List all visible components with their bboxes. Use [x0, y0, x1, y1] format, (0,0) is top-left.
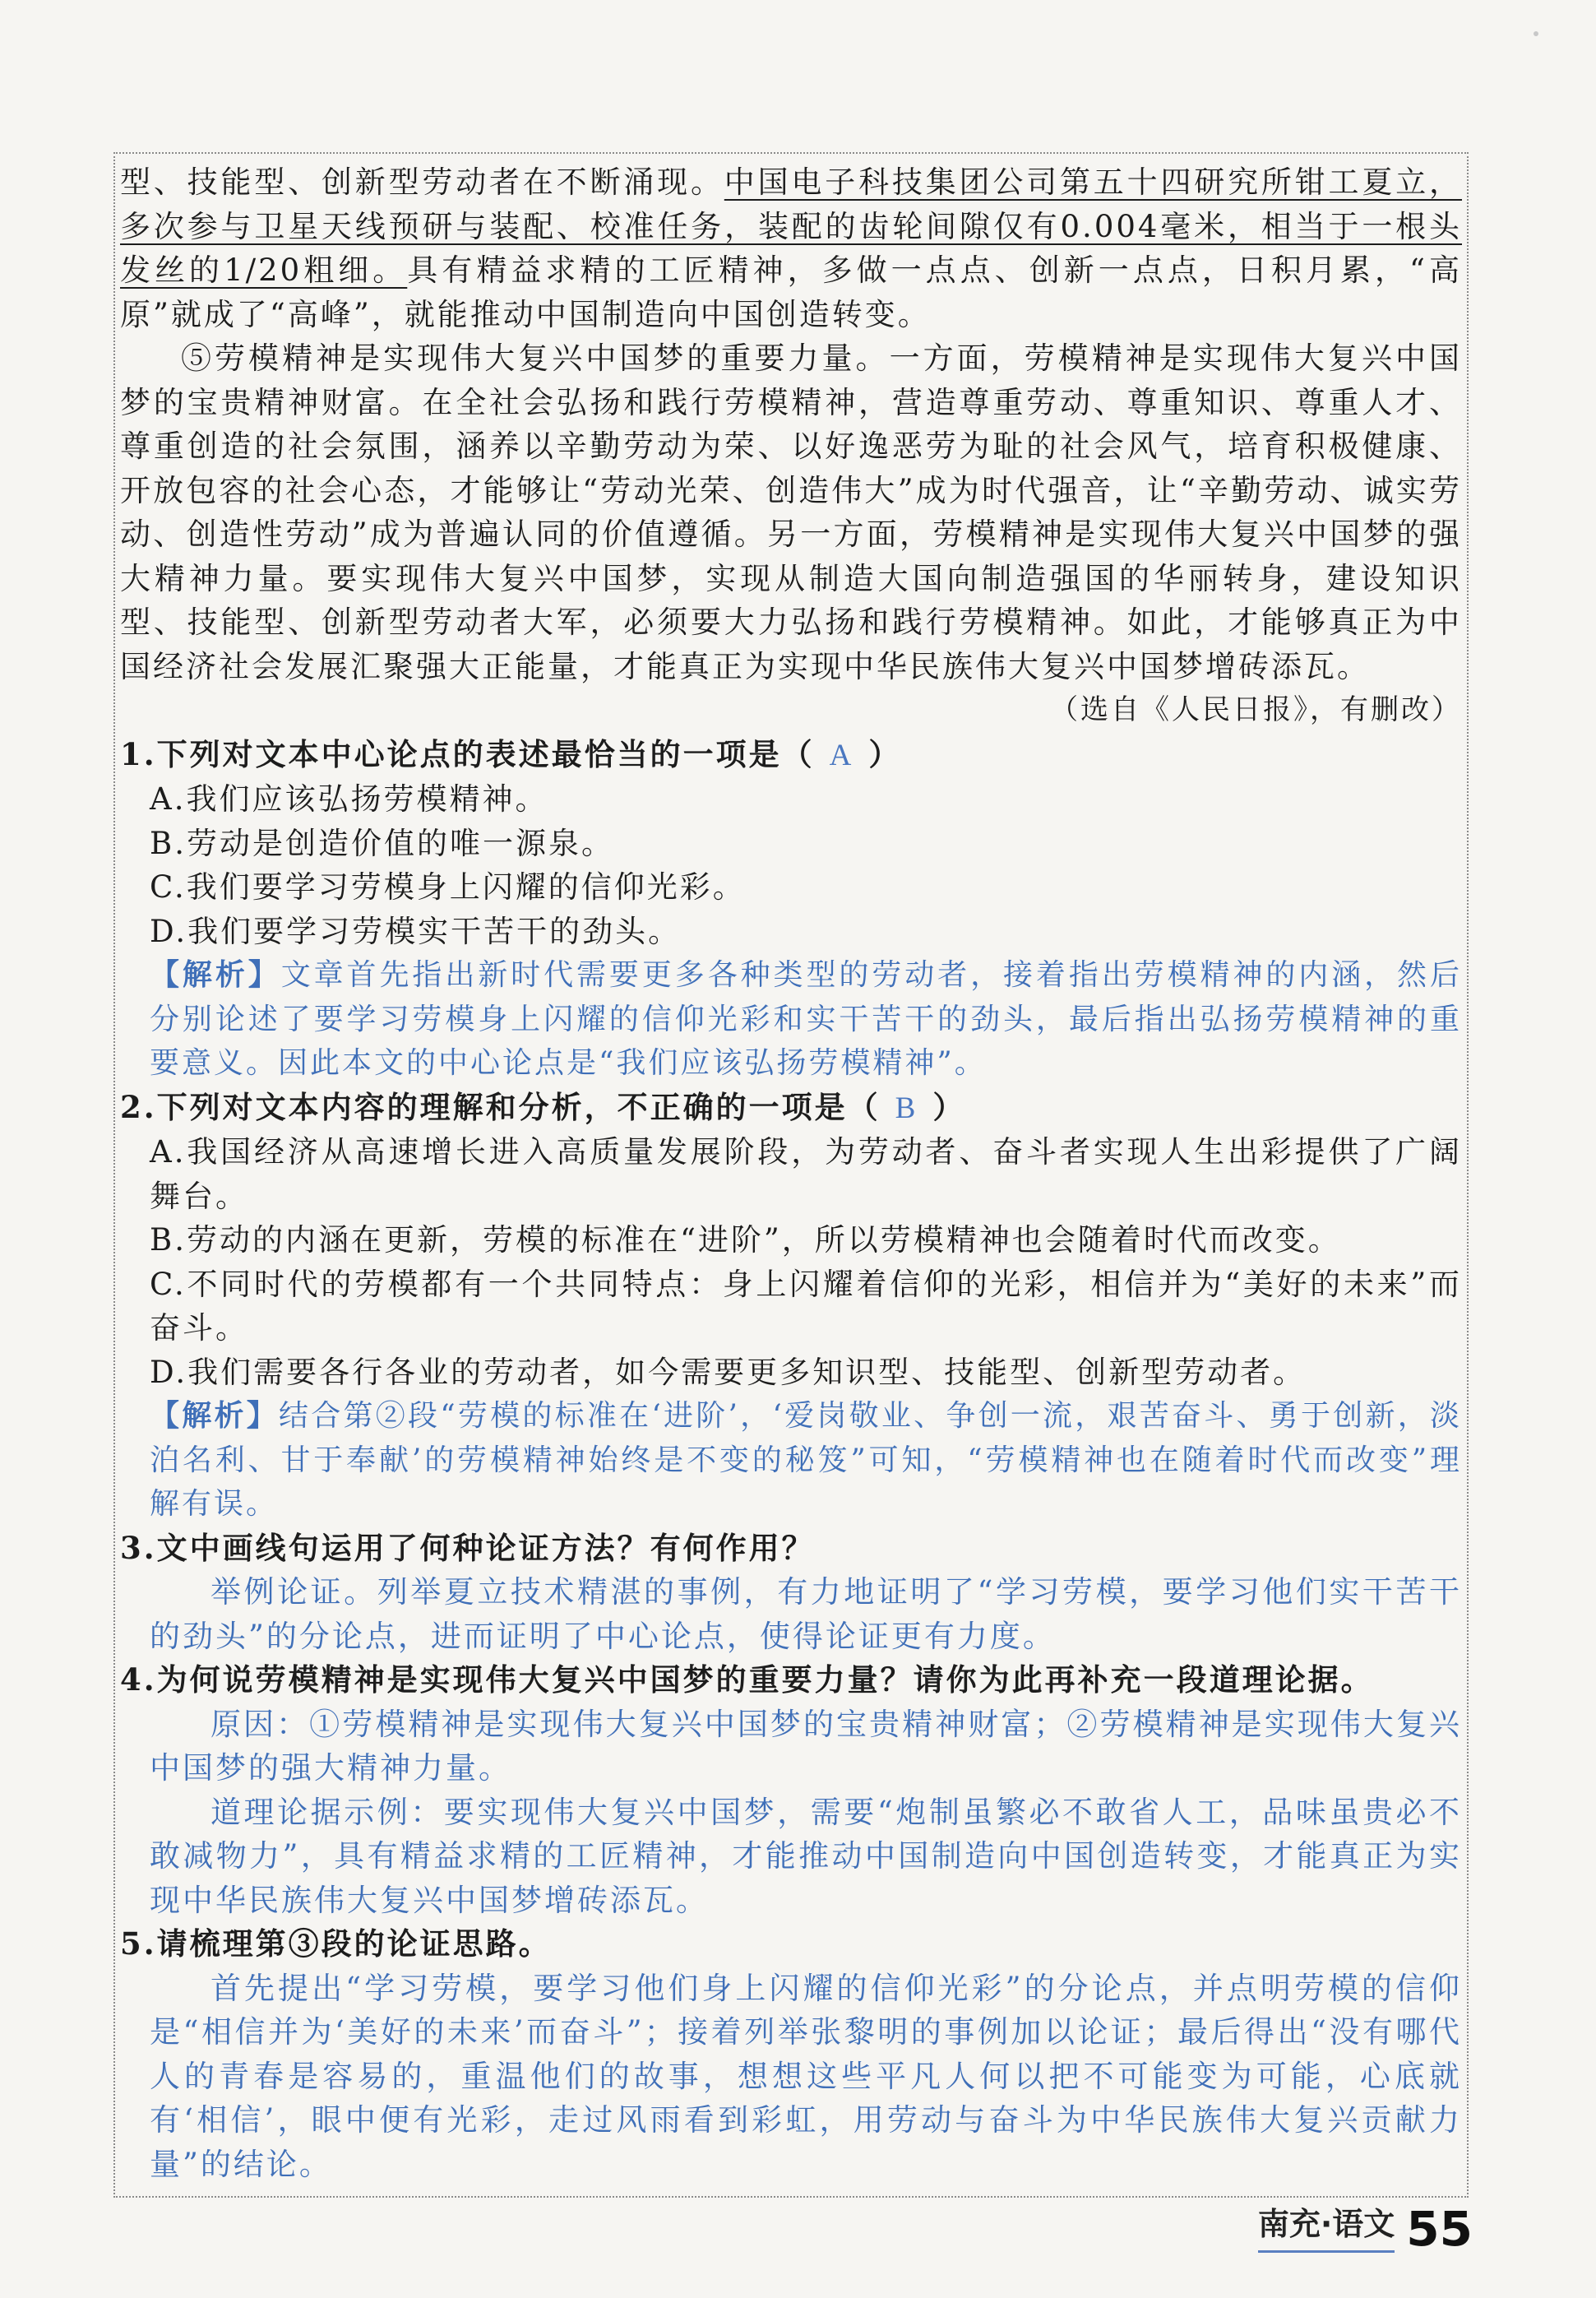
analysis: 【解析】结合第②段“劳模的标准在‘进阶’，‘爱岗敬业、争创一流，艰苦奋斗、勇于创新，淡泊名利、甘于奉献’的劳模精神始终是不变的秘笈”可知，“劳模精神也在随着时代而改变”理解有误。	[150, 1398, 1462, 1521]
passage-paragraph-4-end: 型、技能型、创新型劳动者在不断涌现。中国电子科技集团公司第五十四研究所钳工夏立，多次参与卫星天线预研与装配、校准任务，装配的齿轮间隙仅有0.004毫米，相当于一根头发丝的1/20粗细。具有精益求精的工匠精神，多做一点点、创新一点点，日积月累，“高原”就成了“高峰”，就能推动中国制造向中国创造转变。	[120, 164, 1463, 332]
footer-label: 南充·语文	[1258, 2198, 1395, 2253]
question-4: 4.为何说劳模精神是实现伟大复兴中国梦的重要力量？请你为此再补充一段道理论据。	[120, 1661, 1374, 1698]
analysis-tag: 【解析】	[150, 1398, 279, 1433]
option: A.我们应该弘扬劳模精神。	[150, 781, 548, 817]
answer-text: 首先提出“学习劳模，要学习他们身上闪耀的信仰光彩”的分论点，并点明劳模的信仰是“相信并为‘美好的未来’而奋斗”；接着列举张黎明的事例加以论证；最后得出“没有哪代人的青春是容易的，重温他们的故事，想想这些平凡人何以把不可能变为可能，心底就有‘相信’，眼中便有光彩，走过风雨看到彩虹，用劳动与奋斗为中华民族伟大复兴贡献力量”的结论。	[150, 1970, 1462, 2182]
analysis: 【解析】文章首先指出新时代需要更多各种类型的劳动者，接着指出劳模精神的内涵，然后分别论述了要学习劳模身上闪耀的信仰光彩和实干苦干的劲头，最后指出弘扬劳模精神的重要意义。因此本文的中心论点是“我们应该弘扬劳模精神”。	[150, 957, 1462, 1080]
question-1: 1.下列对文本中心论点的表述最恰当的一项是（ A ）	[120, 735, 902, 772]
corner-dot	[1534, 31, 1538, 36]
option: D.我们需要各行各业的劳动者，如今需要更多知识型、技能型、创新型劳动者。	[150, 1354, 1307, 1390]
page-number: 55	[1406, 2201, 1473, 2257]
option: D.我们要学习劳模实干苦干的劲头。	[150, 913, 682, 949]
answer-text: 原因：①劳模精神是实现伟大复兴中国梦的宝贵精神财富；②劳模精神是实现伟大复兴中国梦的强大精神力量。	[150, 1706, 1462, 1786]
option: C.我们要学习劳模身上闪耀的信仰光彩。	[150, 869, 746, 905]
underlined-sentence: 中国电子科技集团公司第五十四研究所钳工夏立，多次参与卫星天线预研与装配、校准任务，装配的齿轮间隙仅有0.004毫米，相当于一根头发丝的1/20粗细。	[120, 164, 1463, 288]
option: A.我国经济从高速增长进入高质量发展阶段，为劳动者、奋斗者实现人生出彩提供了广阔舞台。	[150, 1134, 1462, 1214]
answer-text: 举例论证。列举夏立技术精湛的事例，有力地证明了“学习劳模，要学习他们实干苦干的劲头”的分论点，进而证明了中心论点，使得论证更有力度。	[150, 1574, 1462, 1654]
option: B.劳动是创造价值的唯一源泉。	[150, 825, 614, 861]
passage-paragraph-5: ⑤劳模精神是实现伟大复兴中国梦的重要力量。一方面，劳模精神是实现伟大复兴中国梦的宝贵精神财富。在全社会弘扬和践行劳模精神，营造尊重劳动、尊重知识、尊重人才、尊重创造的社会氛围，涵养以辛勤劳动为荣、以好逸恶劳为耻的社会风气，培育积极健康、开放包容的社会心态，才能够让“劳动光荣、创造伟大”成为时代强音，让“辛勤劳动、诚实劳动、创造性劳动”成为普遍认同的价值遵循。另一方面，劳模精神是实现伟大复兴中国梦的强大精神力量。要实现伟大复兴中国梦，实现从制造大国向制造强国的华丽转身，建设知识型、技能型、创新型劳动者大军，必须要大力弘扬和践行劳模精神。如此，才能够真正为中国经济社会发展汇聚强大正能量，才能真正为实现中华民族伟大复兴中国梦增砖添瓦。	[120, 341, 1462, 684]
answer-choice: A	[829, 738, 854, 772]
answer-choice: B	[895, 1091, 918, 1125]
content-column	[120, 160, 1462, 2186]
question-2: 2.下列对文本内容的理解和分析，不正确的一项是（ B ）	[120, 1088, 966, 1125]
passage-source: （选自《人民日报》，有删改）	[1050, 693, 1462, 726]
option: B.劳动的内涵在更新，劳模的标准在“进阶”，所以劳模精神也会随着时代而改变。	[150, 1222, 1341, 1258]
answer-text: 道理论据示例：要实现伟大复兴中国梦，需要“炮制虽繁必不敢省人工，品味虽贵必不敢减物力”，具有精益求精的工匠精神，才能推动中国制造向中国创造转变，才能真正为实现中华民族伟大复兴中国梦增砖添瓦。	[150, 1794, 1462, 1918]
question-5: 5.请梳理第③段的论证思路。	[120, 1925, 552, 1962]
page-footer	[1257, 2198, 1473, 2257]
option: C.不同时代的劳模都有一个共同特点：身上闪耀着信仰的光彩，相信并为“美好的未来”而奋斗。	[150, 1266, 1462, 1346]
question-3: 3.文中画线句运用了何种论证方法？有何作用？	[120, 1529, 815, 1566]
analysis-tag: 【解析】	[150, 957, 281, 992]
